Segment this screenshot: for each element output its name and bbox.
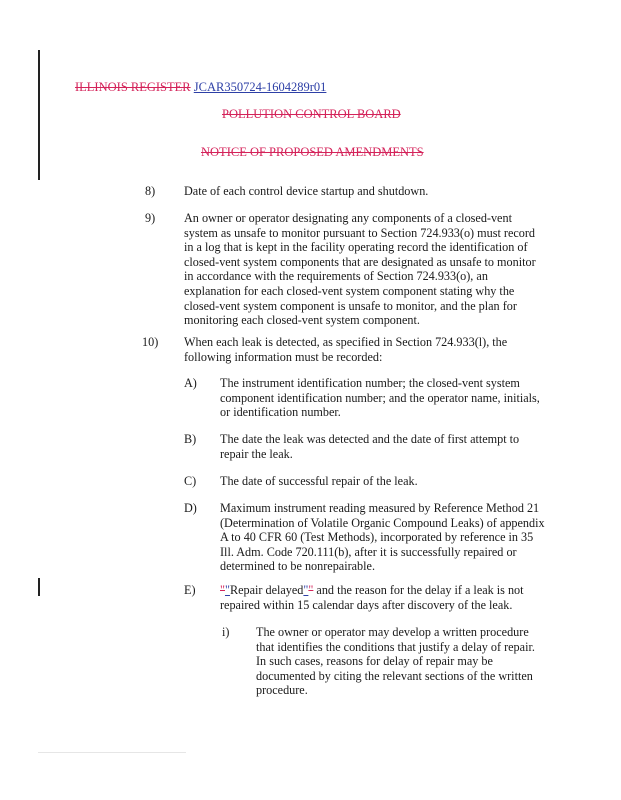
quoted-term: Repair delayed xyxy=(229,583,304,597)
subitem-letter: B) xyxy=(184,432,197,446)
item-number: 9) xyxy=(145,211,156,225)
subitem-text xyxy=(220,583,545,612)
register-inserted: JCAR350724-1604289r01 xyxy=(193,80,327,94)
register-struck: ILLINOIS REGISTER xyxy=(75,80,191,94)
item-text: An owner or operator designating any components of a closed-vent system as unsafe to monitor pursuant to Section 724.933(o) must record in a log that is kept in the facility operating record the identification of closed-vent system components that are designated as unsafe to monitor in accordance with the requirements of Section 724.933(o), an explanation for each closed-vent system component stating why the closed-vent system component is unsafe to monitor, and the plan for monitoring each closed-vent system component. xyxy=(184,211,536,328)
subitem-letter: D) xyxy=(184,501,197,515)
subitem-text: The instrument identification number; the closed-vent system component identification number; and the operator name, initials, or identification number. xyxy=(220,376,540,420)
quote-open-struck: " xyxy=(220,583,225,597)
item-number: 10) xyxy=(142,335,159,349)
quote-open-inserted: " xyxy=(224,583,230,597)
item-text: When each leak is detected, as specified in Section 724.933(l), the following information must be recorded: xyxy=(184,335,508,364)
subsubitem-numeral: i) xyxy=(222,625,230,639)
item-number: 8) xyxy=(145,184,156,198)
change-bar xyxy=(38,578,40,596)
subitem-text: The date the leak was detected and the date of first attempt to repair the leak. xyxy=(220,432,520,461)
subitem-letter: A) xyxy=(184,376,197,390)
item-text: Date of each control device startup and shutdown. xyxy=(184,184,429,198)
change-bar xyxy=(38,50,40,180)
subsubitem-text: The owner or operator may develop a written procedure that identifies the conditions that justify a delay of repair. In such cases, reasons for delay of repair may be documented by citing the relevant sections of the written procedure. xyxy=(256,625,535,698)
subitem-text: Maximum instrument reading measured by Reference Method 21 (Determination of Volatile Organic Compound Leaks) of appendix A to 40 CFR 60 (Test Methods), incorporated by reference in 35 Ill. Adm. Code 720.111(b), after it is successfully repaired or determined to be nonrepairable. xyxy=(220,501,545,574)
subitem-text-rest: and the reason for the delay if a leak is not repaired within 15 calendar days after discovery of the leak. xyxy=(220,583,524,612)
quote-close-struck: " xyxy=(308,583,314,597)
subitem-letter: C) xyxy=(184,474,197,488)
board-header: POLLUTION CONTROL BOARD xyxy=(222,107,401,121)
quote-close-inserted: " xyxy=(303,583,309,597)
notice-header: NOTICE OF PROPOSED AMENDMENTS xyxy=(201,145,424,159)
subitem-text: The date of successful repair of the leak. xyxy=(220,474,418,488)
footer-rule xyxy=(38,752,186,753)
register-header xyxy=(75,80,326,95)
subitem-letter: E) xyxy=(184,583,196,597)
